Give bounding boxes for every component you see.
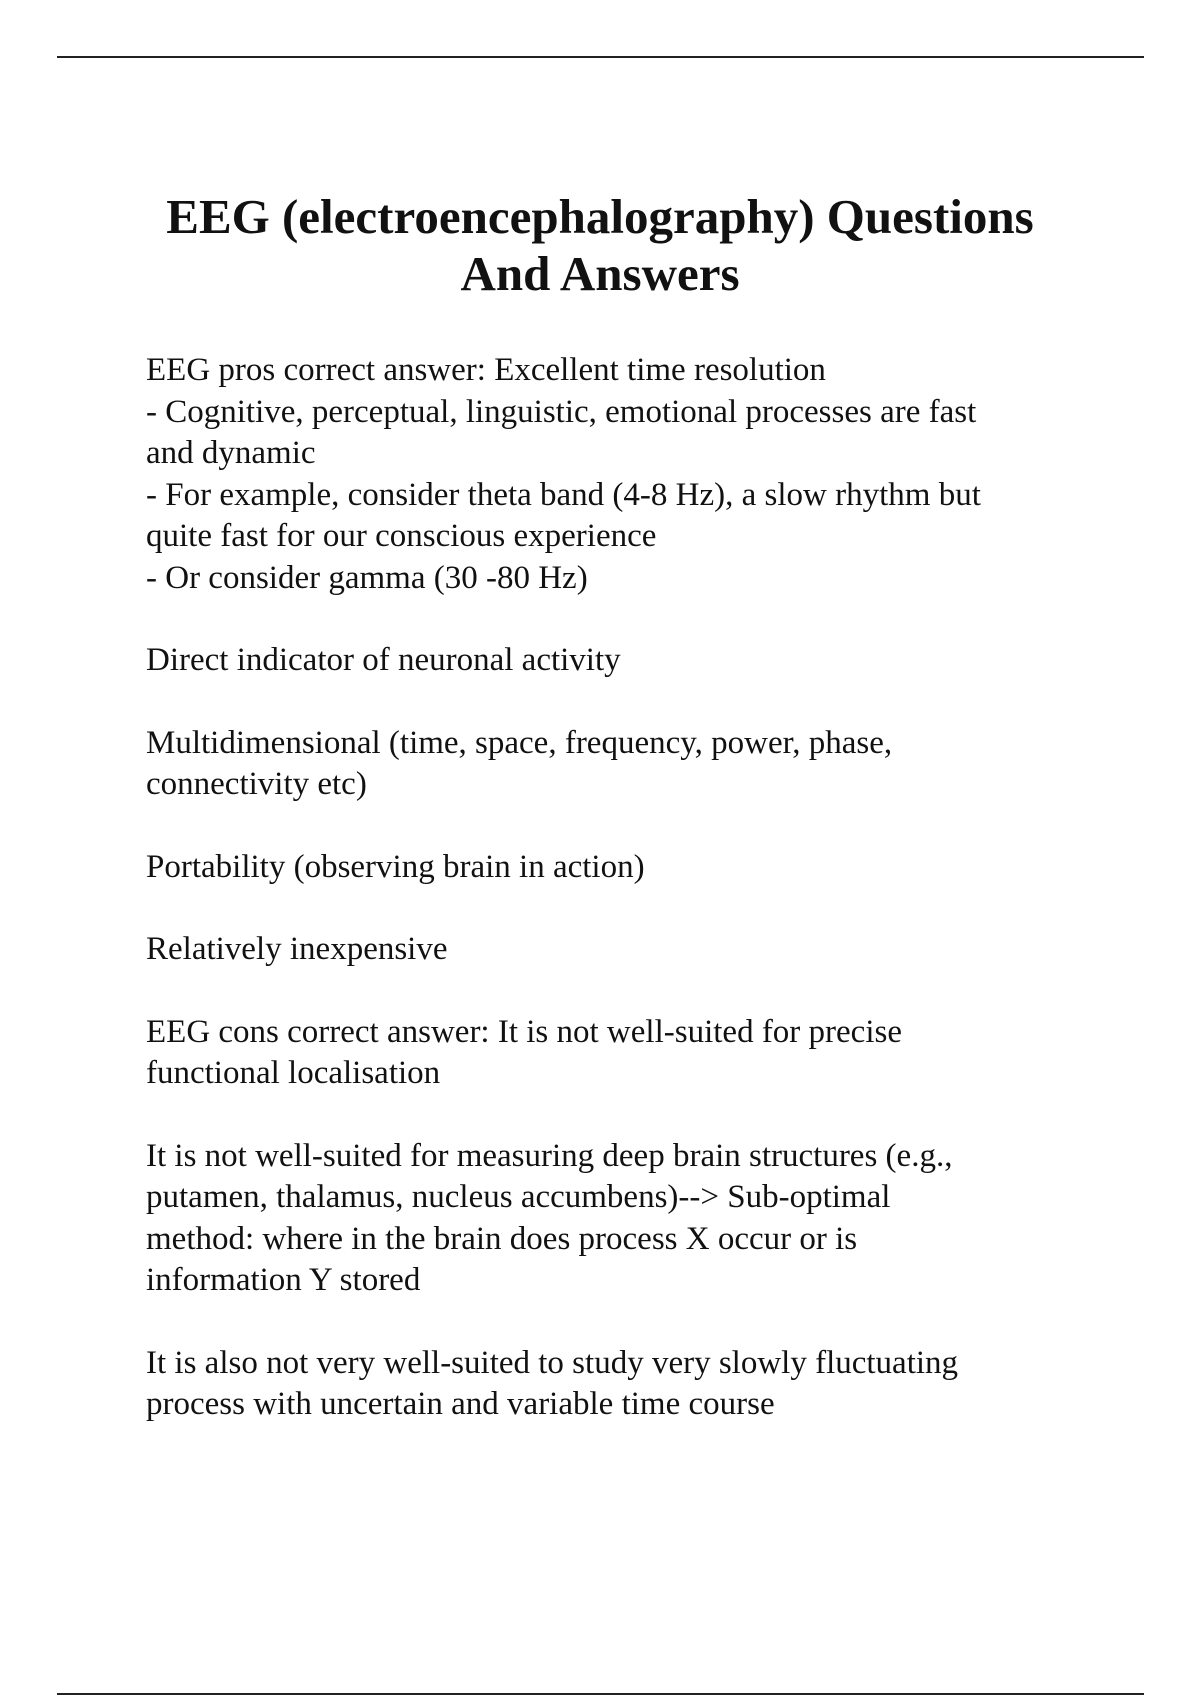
text-line: and dynamic xyxy=(146,435,316,471)
text-line: information Y stored xyxy=(146,1262,421,1298)
page-title-line-1: EEG (electroencephalography) Questions xyxy=(166,189,1034,244)
paragraph-inexpensive xyxy=(146,929,1106,971)
text-line: Multidimensional (time, space, frequency, power, phase, xyxy=(146,724,893,761)
text-line: - For example, consider theta band (4-8 Hz), a slow rhythm but xyxy=(146,476,981,513)
paragraph-slow-fluctuations xyxy=(146,1343,1106,1426)
top-divider xyxy=(57,56,1144,58)
paragraph-eeg-pros xyxy=(146,350,1106,599)
text-line: It is not well-suited for measuring deep brain structures (e.g., xyxy=(146,1137,953,1174)
text-line: - Cognitive, perceptual, linguistic, emotional processes are fast xyxy=(146,393,977,430)
text-line: It is also not very well-suited to study very slowly fluctuating xyxy=(146,1344,959,1381)
paragraph-eeg-cons xyxy=(146,1012,1106,1095)
page-title xyxy=(100,188,1100,302)
text-line: EEG pros correct answer: Excellent time resolution xyxy=(146,352,826,388)
text-line: - Or consider gamma (30 -80 Hz) xyxy=(146,559,588,596)
text-line: process with uncertain and variable time course xyxy=(146,1386,775,1422)
paragraph-neuronal-activity xyxy=(146,640,1106,682)
text-line: EEG cons correct answer: It is not well-suited for precise xyxy=(146,1013,902,1050)
text-line: Relatively inexpensive xyxy=(146,931,448,967)
text-line: method: where in the brain does process X occur or is xyxy=(146,1220,858,1257)
text-line: Portability (observing brain in action) xyxy=(146,848,645,885)
paragraph-multidimensional xyxy=(146,723,1106,806)
paragraph-portability xyxy=(146,847,1106,889)
text-line: functional localisation xyxy=(146,1055,441,1091)
document-body xyxy=(146,350,1106,1467)
bottom-divider xyxy=(57,1693,1144,1695)
text-line: connectivity etc) xyxy=(146,766,367,802)
page-title-line-2: And Answers xyxy=(460,246,740,301)
text-line: quite fast for our conscious experience xyxy=(146,518,657,554)
paragraph-deep-structures xyxy=(146,1136,1106,1302)
text-line: Direct indicator of neuronal activity xyxy=(146,642,621,678)
text-line: putamen, thalamus, nucleus accumbens)--> Sub-optimal xyxy=(146,1179,891,1215)
